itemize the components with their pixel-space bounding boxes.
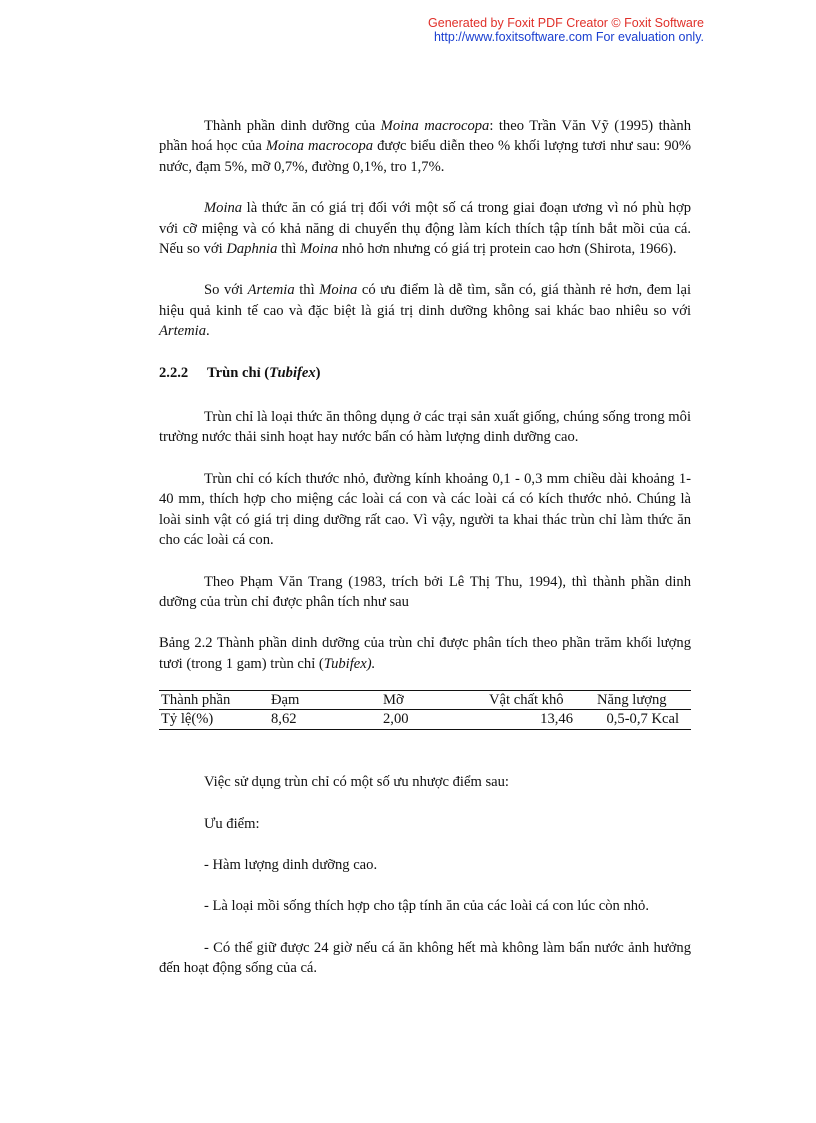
text-run: là thức ăn có giá trị đối với một số cá trong giai đoạn ương vì nó phù hợp với cỡ miệng và có khả năng di chuyển thụ động làm kích thích tập tính bắt mồi của cá. Nếu so với [159, 200, 691, 258]
text-run: Thành phần dinh dưỡng của [204, 118, 381, 134]
text-run: có ưu điểm là dễ tìm, sẵn có, giá thành rẻ hơn, đem lại hiệu quả kinh tế cao và đặc biệt là giá trị dinh dưỡng không sai khác bao nhiêu so với [159, 282, 691, 319]
table-header-cell: Đạm [269, 691, 381, 710]
paragraph-advantages-label: Ưu điểm: [204, 815, 260, 832]
paragraph-tubifex-intro: Trùn chỉ là loại thức ăn thông dụng ở các trại sản xuất giống, chúng sống trong môi trường nước thải sinh hoạt hay nước bẩn có hàm lượng dinh dưỡng cao. [159, 409, 691, 446]
table-cell: Tỷ lệ(%) [159, 710, 269, 730]
section-title: Trùn chỉ ( [207, 364, 270, 381]
watermark-line-1: Generated by Foxit PDF Creator © Foxit Software [428, 16, 704, 30]
table-cell: 8,62 [269, 710, 381, 730]
species-name: Moina [300, 241, 339, 258]
caption-text: Bảng 2.2 Thành phần dinh dưỡng của trùn chỉ được phân tích theo phần trăm khối lượng tươi (trong 1 gam) trùn chỉ ( [159, 635, 691, 672]
list-item: - Là loại mồi sống thích hợp cho tập tính ăn của các loài cá con lúc còn nhỏ. [204, 898, 649, 915]
caption-italic: Tubifex). [323, 655, 376, 672]
species-name: Moina macrocopa [265, 138, 374, 155]
text-run: nhỏ hơn nhưng có giá trị protein cao hơn (Shirota, 1966). [338, 241, 677, 258]
section-heading [159, 363, 691, 383]
list-item: - Có thể giữ được 24 giờ nếu cá ăn không hết mà không làm bẩn nước ảnh hưởng đến hoạt động sống của cá. [159, 939, 691, 977]
table-caption [159, 633, 691, 674]
text-run: thì [294, 282, 320, 299]
nutrition-table [159, 690, 691, 730]
paragraph-moina-value [159, 198, 691, 259]
table-row [159, 710, 691, 730]
paragraph-moina-composition [159, 116, 691, 177]
table-header-cell: Thành phần [159, 691, 269, 710]
text-run: được biểu diễn theo % khối lượng tươi như sau: 90% nước, đạm 5%, mỡ 0,7%, đường 0,1%, tro 1,7%. [159, 138, 691, 175]
text-run: So với [204, 282, 248, 299]
text-run: : theo Trần Văn Vỹ (1995) thành phần hoá học của [159, 118, 692, 155]
paragraph-tubifex-source: Theo Phạm Văn Trang (1983, trích bởi Lê Thị Thu, 1994), thì thành phần dinh dưỡng của trùn chỉ được phân tích như sau [159, 573, 691, 610]
foxit-watermark [428, 16, 704, 44]
section-title-end: ) [315, 364, 321, 381]
document-body [159, 116, 691, 1000]
table-cell: 2,00 [381, 710, 487, 730]
table-cell: 0,5-0,7 Kcal [595, 710, 691, 730]
species-name: Artemia [247, 282, 295, 299]
table-header-row [159, 691, 691, 710]
paragraph-tubifex-size: Trùn chỉ có kích thước nhỏ, đường kính khoảng 0,1 - 0,3 mm chiều dài khoảng 1- 40 mm, thích hợp cho miệng các loài cá con và các loài cá có kích thước nhỏ. Chúng là loài sinh vật có giá trị ding dưỡng rất cao. Vì vậy, người ta khai thác trùn chỉ làm thức ăn cho các loài cá con. [159, 470, 691, 549]
table-cell: 13,46 [487, 710, 595, 730]
watermark-line-2: http://www.foxitsoftware.com For evaluation only. [433, 30, 704, 44]
section-number: 2.2.2 [159, 364, 189, 381]
species-name: Moina [204, 200, 243, 217]
species-name: Artemia [159, 323, 207, 340]
text-run: thì [277, 241, 301, 258]
list-item: - Hàm lượng dinh dưỡng cao. [204, 856, 378, 873]
table-header-cell: Năng lượng [595, 691, 691, 710]
text-run: . [206, 323, 210, 340]
species-name: Daphnia [226, 241, 278, 258]
table-header-cell: Vật chất khô [487, 691, 595, 710]
paragraph-pros-cons-intro: Việc sử dụng trùn chỉ có một số ưu nhược điểm sau: [204, 774, 509, 791]
paragraph-moina-vs-artemia [159, 280, 691, 341]
species-name: Moina [319, 282, 358, 299]
species-name: Moina macrocopa [380, 118, 490, 134]
section-title-italic: Tubifex [269, 364, 316, 381]
table-header-cell: Mỡ [381, 691, 487, 710]
